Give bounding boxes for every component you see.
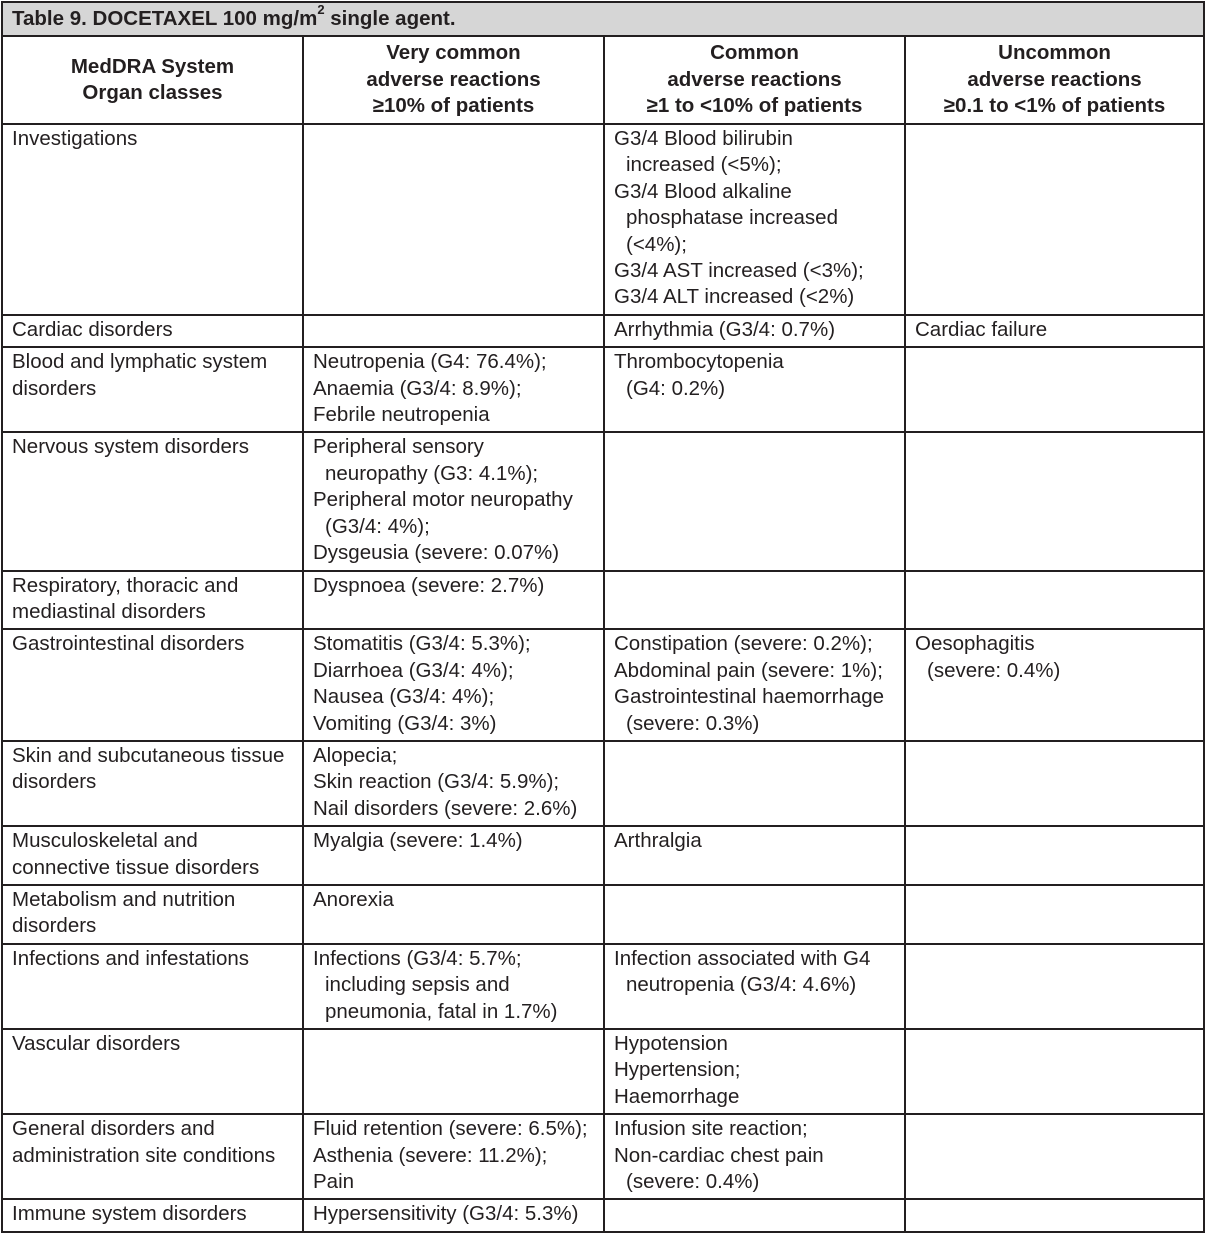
cell-line: Stomatitis (G3/4: 5.3%); (313, 632, 531, 656)
common-cell (604, 1114, 905, 1199)
cell-line: Infection associated with G4 (614, 946, 871, 970)
very-common-cell (303, 629, 604, 741)
common-cell (604, 571, 905, 630)
cell-line: Cardiac failure (915, 317, 1048, 341)
very-common-cell (303, 826, 604, 885)
cell-line: Myalgia (severe: 1.4%) (313, 829, 523, 853)
cell-line: Arthralgia (614, 829, 702, 853)
cell-line: Gastrointestinal haemorrhage (614, 685, 885, 709)
cell-line: Abdominal pain (severe: 1%); (614, 658, 883, 682)
cell-line: Skin reaction (G3/4: 5.9%); (313, 770, 560, 794)
uncommon-cell (905, 347, 1204, 432)
common-cell (604, 347, 905, 432)
cell-line: Non-cardiac chest pain (614, 1143, 824, 1167)
uncommon-cell (905, 741, 1204, 826)
very-common-cell (303, 944, 604, 1029)
table-row (2, 1029, 1204, 1114)
uncommon-cell (905, 1029, 1204, 1114)
cell-line: Peripheral sensory (313, 435, 484, 459)
uncommon-cell (905, 885, 1204, 944)
soc-cell: Cardiac disorders (2, 315, 303, 347)
table-row (2, 571, 1204, 630)
uncommon-cell (905, 432, 1204, 570)
cell-line: Arrhythmia (G3/4: 0.7%) (614, 317, 836, 341)
table-row (2, 1199, 1204, 1231)
uncommon-cell (905, 944, 1204, 1029)
common-cell (604, 315, 905, 347)
uncommon-cell (905, 124, 1204, 315)
cell-line: Infusion site reaction; (614, 1117, 808, 1141)
cell-line: (<4%); (626, 232, 687, 256)
cell-line: Vomiting (G3/4: 3%) (313, 711, 497, 735)
cell-line: (severe: 0.4%) (927, 658, 1061, 682)
table-body (2, 124, 1204, 1232)
cell-line: Infections (G3/4: 5.7%; (313, 946, 522, 970)
soc-cell: Blood and lymphatic system disorders (2, 347, 303, 432)
cell-line: (severe: 0.4%) (626, 1170, 760, 1194)
common-cell (604, 944, 905, 1029)
table-caption: Table 9. DOCETAXEL 100 $mg/m^2$ single agent. (2, 2, 1204, 36)
soc-cell: Immune system disorders (2, 1199, 303, 1231)
cell-line: G3/4 ALT increased (<2%) (614, 285, 855, 309)
soc-cell: General disorders and administration site conditions (2, 1114, 303, 1199)
table-row (2, 315, 1204, 347)
cell-line: (G4: 0.2%) (626, 376, 726, 400)
cell-line: Diarrhoea (G3/4: 4%); (313, 658, 514, 682)
cell-line: G3/4 AST increased (<3%); (614, 259, 864, 283)
cell-line: Oesophagitis (915, 632, 1035, 656)
soc-cell: Investigations (2, 124, 303, 315)
soc-cell: Musculoskeletal and connective tissue disorders (2, 826, 303, 885)
uncommon-cell (905, 1199, 1204, 1231)
cell-line: pneumonia, fatal in 1.7%) (325, 999, 558, 1023)
header-common: Common adverse reactions ≥1 to <10% of patients (604, 36, 905, 124)
table-row (2, 432, 1204, 570)
very-common-cell (303, 571, 604, 630)
soc-cell: Respiratory, thoracic and mediastinal disorders (2, 571, 303, 630)
cell-line: Peripheral motor neuropathy (313, 488, 573, 512)
soc-cell: Gastrointestinal disorders (2, 629, 303, 741)
cell-line: Nausea (G3/4: 4%); (313, 685, 495, 709)
cell-line: Neutropenia (G4: 76.4%); (313, 350, 547, 374)
cell-line: Anorexia (313, 887, 394, 911)
soc-cell: Infections and infestations (2, 944, 303, 1029)
cell-line: Hypertension; (614, 1058, 741, 1082)
soc-cell: Metabolism and nutrition disorders (2, 885, 303, 944)
cell-line: Dysgeusia (severe: 0.07%) (313, 541, 560, 565)
very-common-cell (303, 124, 604, 315)
cell-line: Hypersensitivity (G3/4: 5.3%) (313, 1202, 579, 1226)
table-row (2, 741, 1204, 826)
soc-cell: Nervous system disorders (2, 432, 303, 570)
table-row (2, 629, 1204, 741)
soc-cell: Vascular disorders (2, 1029, 303, 1114)
table-row (2, 944, 1204, 1029)
table-row (2, 347, 1204, 432)
common-cell (604, 741, 905, 826)
cell-line: Haemorrhage (614, 1084, 740, 1108)
soc-cell: Skin and subcutaneous tissue disorders (2, 741, 303, 826)
header-very-common: Very common adverse reactions ≥10% of patients (303, 36, 604, 124)
cell-line: Dyspnoea (severe: 2.7%) (313, 573, 545, 597)
cell-line: phosphatase increased (626, 206, 838, 230)
adverse-reactions-table (1, 1, 1205, 1233)
cell-line: G3/4 Blood alkaline (614, 179, 792, 203)
caption-superscript: 2 (317, 2, 325, 17)
uncommon-cell (905, 315, 1204, 347)
cell-line: neuropathy (G3: 4.1%); (325, 461, 539, 485)
cell-line: (severe: 0.3%) (626, 711, 760, 735)
common-cell (604, 124, 905, 315)
cell-line: G3/4 Blood bilirubin (614, 127, 793, 150)
uncommon-cell (905, 571, 1204, 630)
common-cell (604, 826, 905, 885)
cell-line: Anaemia (G3/4: 8.9%); (313, 376, 522, 400)
very-common-cell (303, 1029, 604, 1114)
uncommon-cell (905, 629, 1204, 741)
cell-line: Asthenia (severe: 11.2%); (313, 1143, 548, 1167)
very-common-cell (303, 432, 604, 570)
cell-line: (G3/4: 4%); (325, 514, 430, 538)
table-row (2, 885, 1204, 944)
common-cell (604, 1199, 905, 1231)
header-row (2, 36, 1204, 124)
header-uncommon: Uncommon adverse reactions ≥0.1 to <1% of patients (905, 36, 1204, 124)
very-common-cell (303, 1114, 604, 1199)
very-common-cell (303, 741, 604, 826)
cell-line: Hypotension (614, 1032, 728, 1055)
header-soc: MedDRA System Organ classes (2, 36, 303, 124)
cell-line: Fluid retention (severe: 6.5%); (313, 1117, 588, 1141)
table-row (2, 826, 1204, 885)
cell-line: increased (<5%); (626, 153, 782, 177)
very-common-cell (303, 315, 604, 347)
cell-line: Febrile neutropenia (313, 403, 490, 427)
cell-line: Thrombocytopenia (614, 350, 784, 374)
cell-line: Constipation (severe: 0.2%); (614, 632, 873, 656)
uncommon-cell (905, 826, 1204, 885)
common-cell (604, 629, 905, 741)
table-row (2, 124, 1204, 315)
uncommon-cell (905, 1114, 1204, 1199)
very-common-cell (303, 885, 604, 944)
cell-line: neutropenia (G3/4: 4.6%) (626, 973, 857, 997)
cell-line: including sepsis and (325, 973, 510, 997)
table-row (2, 1114, 1204, 1199)
common-cell (604, 885, 905, 944)
cell-line: Alopecia; (313, 743, 398, 767)
common-cell (604, 1029, 905, 1114)
cell-line: Nail disorders (severe: 2.6%) (313, 796, 578, 820)
very-common-cell (303, 347, 604, 432)
very-common-cell (303, 1199, 604, 1231)
cell-line: Pain (313, 1170, 355, 1194)
common-cell (604, 432, 905, 570)
